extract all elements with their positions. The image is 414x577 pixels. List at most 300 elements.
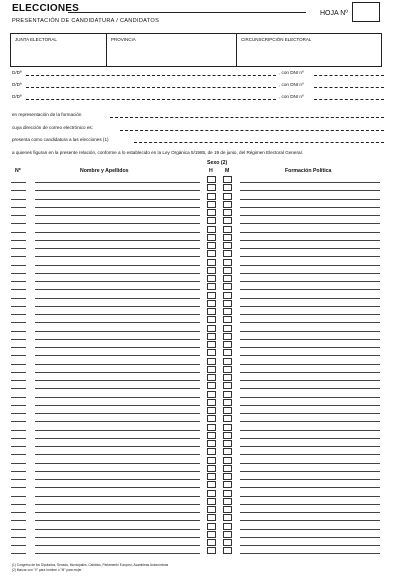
sex-h-checkbox[interactable] xyxy=(207,481,216,488)
candidate-row xyxy=(0,316,414,324)
row-party-field[interactable] xyxy=(240,281,380,282)
row-name-field[interactable] xyxy=(35,471,200,472)
sex-h-checkbox[interactable] xyxy=(207,250,216,257)
sex-m-checkbox[interactable] xyxy=(223,193,232,200)
sex-m-checkbox[interactable] xyxy=(223,490,232,497)
sex-h-checkbox[interactable] xyxy=(207,539,216,546)
sex-m-checkbox[interactable] xyxy=(223,325,232,332)
row-name-field[interactable] xyxy=(35,504,200,505)
row-number-field[interactable] xyxy=(11,479,26,480)
sex-h-checkbox[interactable] xyxy=(207,547,216,554)
row-party-field[interactable] xyxy=(240,372,380,373)
candidate-row xyxy=(0,374,414,382)
row-number-field[interactable] xyxy=(11,446,26,447)
row-name-field[interactable] xyxy=(35,256,200,257)
sex-m-checkbox[interactable] xyxy=(223,539,232,546)
row-number-field[interactable] xyxy=(11,339,26,340)
candidate-row xyxy=(0,399,414,407)
candidate-row xyxy=(0,201,414,209)
row-name-field[interactable] xyxy=(35,223,200,224)
row-number-field[interactable] xyxy=(11,454,26,455)
row-party-field[interactable] xyxy=(240,504,380,505)
sex-m-checkbox[interactable] xyxy=(223,415,232,422)
row-name-field[interactable] xyxy=(35,265,200,266)
signer-prefix-label: D/Dª xyxy=(12,94,22,99)
sex-m-checkbox[interactable] xyxy=(223,333,232,340)
row-number-field[interactable] xyxy=(11,306,26,307)
sex-h-checkbox[interactable] xyxy=(207,226,216,233)
sex-h-checkbox[interactable] xyxy=(207,341,216,348)
candidate-row xyxy=(0,448,414,456)
signer-dni-label: , con DNI nº xyxy=(279,82,304,87)
sex-m-checkbox[interactable] xyxy=(223,308,232,315)
sex-h-checkbox[interactable] xyxy=(207,201,216,208)
row-name-field[interactable] xyxy=(35,537,200,538)
row-name-field[interactable] xyxy=(35,512,200,513)
row-party-field[interactable] xyxy=(240,223,380,224)
row-number-field[interactable] xyxy=(11,463,26,464)
row-name-field[interactable] xyxy=(35,430,200,431)
row-number-field[interactable] xyxy=(11,380,26,381)
election-dashes xyxy=(134,142,384,143)
formation-line[interactable] xyxy=(12,112,384,120)
sex-m-checkbox[interactable] xyxy=(223,201,232,208)
row-name-field[interactable] xyxy=(35,306,200,307)
candidate-row xyxy=(0,547,414,555)
sex-h-checkbox[interactable] xyxy=(207,333,216,340)
row-party-field[interactable] xyxy=(240,314,380,315)
col-party-header: Formación Política xyxy=(285,168,332,174)
row-name-field[interactable] xyxy=(35,372,200,373)
sex-h-checkbox[interactable] xyxy=(207,506,216,513)
sex-m-checkbox[interactable] xyxy=(223,275,232,282)
sex-h-checkbox[interactable] xyxy=(207,267,216,274)
row-number-field[interactable] xyxy=(11,553,26,554)
candidate-row xyxy=(0,209,414,217)
row-number-field[interactable] xyxy=(11,314,26,315)
junta-electoral-field[interactable] xyxy=(11,34,107,66)
signer-prefix-label: D/Dª xyxy=(12,82,22,87)
sex-h-checkbox[interactable] xyxy=(207,407,216,414)
row-party-field[interactable] xyxy=(240,413,380,414)
row-number-field[interactable] xyxy=(11,347,26,348)
row-number-field[interactable] xyxy=(11,397,26,398)
row-number-field[interactable] xyxy=(11,430,26,431)
col-name-header: Nombre y Apellidos xyxy=(80,168,129,174)
candidate-row xyxy=(0,176,414,184)
row-name-field[interactable] xyxy=(35,339,200,340)
candidate-row xyxy=(0,382,414,390)
sex-m-checkbox[interactable] xyxy=(223,283,232,290)
row-party-field[interactable] xyxy=(240,215,380,216)
candidate-row xyxy=(0,242,414,250)
row-party-field[interactable] xyxy=(240,339,380,340)
row-number-field[interactable] xyxy=(11,207,26,208)
row-name-field[interactable] xyxy=(35,479,200,480)
sex-m-checkbox[interactable] xyxy=(223,374,232,381)
col-num-header: Nº xyxy=(15,168,21,174)
sex-h-checkbox[interactable] xyxy=(207,432,216,439)
row-party-field[interactable] xyxy=(240,454,380,455)
row-party-field[interactable] xyxy=(240,463,380,464)
row-party-field[interactable] xyxy=(240,347,380,348)
footnote-2: (2) Marcar con "X" para hombre o "M" para mujer xyxy=(12,568,82,572)
candidate-row xyxy=(0,473,414,481)
sex-m-checkbox[interactable] xyxy=(223,316,232,323)
row-number-field[interactable] xyxy=(11,512,26,513)
sex-m-checkbox[interactable] xyxy=(223,391,232,398)
sex-m-checkbox[interactable] xyxy=(223,547,232,554)
sex-h-checkbox[interactable] xyxy=(207,448,216,455)
sex-h-checkbox[interactable] xyxy=(207,217,216,224)
row-party-field[interactable] xyxy=(240,421,380,422)
sex-h-checkbox[interactable] xyxy=(207,234,216,241)
row-name-field[interactable] xyxy=(35,364,200,365)
row-party-field[interactable] xyxy=(240,405,380,406)
row-number-field[interactable] xyxy=(11,248,26,249)
row-number-field[interactable] xyxy=(11,405,26,406)
sex-h-checkbox[interactable] xyxy=(207,300,216,307)
sex-h-checkbox[interactable] xyxy=(207,184,216,191)
candidate-row xyxy=(0,366,414,374)
sex-m-checkbox[interactable] xyxy=(223,341,232,348)
row-party-field[interactable] xyxy=(240,240,380,241)
row-name-field[interactable] xyxy=(35,355,200,356)
sex-h-checkbox[interactable] xyxy=(207,209,216,216)
row-name-field[interactable] xyxy=(35,232,200,233)
sex-h-checkbox[interactable] xyxy=(207,176,216,183)
row-party-field[interactable] xyxy=(240,190,380,191)
sex-m-checkbox[interactable] xyxy=(223,514,232,521)
row-name-field[interactable] xyxy=(35,281,200,282)
formation-dashes xyxy=(110,117,384,118)
row-party-field[interactable] xyxy=(240,430,380,431)
row-party-field[interactable] xyxy=(240,207,380,208)
row-number-field[interactable] xyxy=(11,496,26,497)
row-number-field[interactable] xyxy=(11,265,26,266)
row-number-field[interactable] xyxy=(11,331,26,332)
sex-h-checkbox[interactable] xyxy=(207,391,216,398)
row-name-field[interactable] xyxy=(35,207,200,208)
row-name-field[interactable] xyxy=(35,438,200,439)
row-number-field[interactable] xyxy=(11,372,26,373)
row-name-field[interactable] xyxy=(35,289,200,290)
candidate-row xyxy=(0,283,414,291)
row-name-field[interactable] xyxy=(35,421,200,422)
row-name-field[interactable] xyxy=(35,405,200,406)
row-party-field[interactable] xyxy=(240,265,380,266)
sex-m-checkbox[interactable] xyxy=(223,465,232,472)
sex-m-checkbox[interactable] xyxy=(223,473,232,480)
sex-m-checkbox[interactable] xyxy=(223,349,232,356)
email-dashes xyxy=(120,130,384,131)
row-party-field[interactable] xyxy=(240,273,380,274)
sex-m-checkbox[interactable] xyxy=(223,292,232,299)
sex-m-checkbox[interactable] xyxy=(223,250,232,257)
sex-m-checkbox[interactable] xyxy=(223,176,232,183)
sex-m-checkbox[interactable] xyxy=(223,432,232,439)
row-number-field[interactable] xyxy=(11,438,26,439)
sex-m-checkbox[interactable] xyxy=(223,184,232,191)
row-name-field[interactable] xyxy=(35,240,200,241)
junta-electoral-label: JUNTA ELECTORAL xyxy=(15,37,57,42)
row-name-field[interactable] xyxy=(35,545,200,546)
sex-h-checkbox[interactable] xyxy=(207,415,216,422)
signer-dni-dashes xyxy=(314,87,384,88)
sex-h-checkbox[interactable] xyxy=(207,382,216,389)
sex-m-checkbox[interactable] xyxy=(223,366,232,373)
row-name-field[interactable] xyxy=(35,190,200,191)
sex-h-checkbox[interactable] xyxy=(207,283,216,290)
row-name-field[interactable] xyxy=(35,553,200,554)
sex-m-checkbox[interactable] xyxy=(223,267,232,274)
row-name-field[interactable] xyxy=(35,182,200,183)
row-party-field[interactable] xyxy=(240,306,380,307)
sex-m-checkbox[interactable] xyxy=(223,209,232,216)
row-party-field[interactable] xyxy=(240,355,380,356)
candidate-row xyxy=(0,193,414,201)
sex-h-checkbox[interactable] xyxy=(207,242,216,249)
sex-m-checkbox[interactable] xyxy=(223,358,232,365)
sex-h-checkbox[interactable] xyxy=(207,399,216,406)
candidate-row xyxy=(0,415,414,423)
sex-h-checkbox[interactable] xyxy=(207,325,216,332)
row-party-field[interactable] xyxy=(240,199,380,200)
sex-m-checkbox[interactable] xyxy=(223,407,232,414)
row-name-field[interactable] xyxy=(35,397,200,398)
row-number-field[interactable] xyxy=(11,190,26,191)
sex-h-checkbox[interactable] xyxy=(207,316,216,323)
row-party-field[interactable] xyxy=(240,322,380,323)
email-line[interactable] xyxy=(12,125,384,133)
row-name-field[interactable] xyxy=(35,446,200,447)
col-sexo-header: Sexo (2) xyxy=(207,160,228,166)
row-name-field[interactable] xyxy=(35,298,200,299)
provincia-label: PROVINCIA xyxy=(111,37,136,42)
top-info-box xyxy=(10,33,382,67)
row-party-field[interactable] xyxy=(240,496,380,497)
candidate-row xyxy=(0,514,414,522)
sex-m-checkbox[interactable] xyxy=(223,481,232,488)
sex-h-checkbox[interactable] xyxy=(207,531,216,538)
row-number-field[interactable] xyxy=(11,298,26,299)
row-name-field[interactable] xyxy=(35,215,200,216)
sex-m-checkbox[interactable] xyxy=(223,498,232,505)
row-party-field[interactable] xyxy=(240,529,380,530)
candidate-row xyxy=(0,349,414,357)
row-number-field[interactable] xyxy=(11,215,26,216)
candidate-row xyxy=(0,539,414,547)
row-number-field[interactable] xyxy=(11,355,26,356)
election-label: presenta como candidatura a las elecciones (1) xyxy=(12,137,109,142)
row-number-field[interactable] xyxy=(11,273,26,274)
sex-h-checkbox[interactable] xyxy=(207,259,216,266)
candidate-row xyxy=(0,341,414,349)
signer-name-dashes xyxy=(26,87,276,88)
row-party-field[interactable] xyxy=(240,364,380,365)
sex-m-checkbox[interactable] xyxy=(223,259,232,266)
row-number-field[interactable] xyxy=(11,256,26,257)
sex-m-checkbox[interactable] xyxy=(223,226,232,233)
sex-h-checkbox[interactable] xyxy=(207,473,216,480)
row-number-field[interactable] xyxy=(11,240,26,241)
sex-m-checkbox[interactable] xyxy=(223,234,232,241)
title-underline xyxy=(68,12,306,13)
sex-m-checkbox[interactable] xyxy=(223,424,232,431)
candidate-row xyxy=(0,333,414,341)
row-party-field[interactable] xyxy=(240,446,380,447)
row-name-field[interactable] xyxy=(35,454,200,455)
sex-h-checkbox[interactable] xyxy=(207,275,216,282)
candidate-row xyxy=(0,465,414,473)
sex-h-checkbox[interactable] xyxy=(207,490,216,497)
sex-h-checkbox[interactable] xyxy=(207,358,216,365)
sex-m-checkbox[interactable] xyxy=(223,448,232,455)
election-line[interactable] xyxy=(12,137,384,145)
row-name-field[interactable] xyxy=(35,388,200,389)
candidate-row xyxy=(0,325,414,333)
signer-prefix-label: D/Dª xyxy=(12,70,22,75)
signer-dni-label: , con DNI nº xyxy=(279,70,304,75)
row-number-field[interactable] xyxy=(11,413,26,414)
signer-name-dashes xyxy=(26,75,276,76)
sex-m-checkbox[interactable] xyxy=(223,399,232,406)
row-number-field[interactable] xyxy=(11,223,26,224)
row-number-field[interactable] xyxy=(11,537,26,538)
row-name-field[interactable] xyxy=(35,463,200,464)
row-party-field[interactable] xyxy=(240,537,380,538)
candidate-row xyxy=(0,407,414,415)
page-subtitle: PRESENTACIÓN DE CANDIDATURA / CANDIDATOS xyxy=(12,18,160,24)
row-party-field[interactable] xyxy=(240,512,380,513)
sex-h-checkbox[interactable] xyxy=(207,308,216,315)
sex-h-checkbox[interactable] xyxy=(207,465,216,472)
row-party-field[interactable] xyxy=(240,471,380,472)
candidate-row xyxy=(0,250,414,258)
row-number-field[interactable] xyxy=(11,199,26,200)
row-number-field[interactable] xyxy=(11,487,26,488)
sex-h-checkbox[interactable] xyxy=(207,424,216,431)
row-name-field[interactable] xyxy=(35,314,200,315)
sex-h-checkbox[interactable] xyxy=(207,292,216,299)
row-party-field[interactable] xyxy=(240,520,380,521)
row-number-field[interactable] xyxy=(11,182,26,183)
signer-line[interactable] xyxy=(12,82,384,90)
sex-h-checkbox[interactable] xyxy=(207,457,216,464)
row-number-field[interactable] xyxy=(11,281,26,282)
sex-m-checkbox[interactable] xyxy=(223,531,232,538)
footnote-1: (1) Congreso de los Diputados, Senado, Municipales, Cabildos, Parlamento Europeo, Asambleas Autonómicas xyxy=(12,563,169,567)
circunscripcion-field[interactable] xyxy=(237,34,383,66)
candidate-row xyxy=(0,440,414,448)
sex-m-checkbox[interactable] xyxy=(223,523,232,530)
signer-line[interactable] xyxy=(12,94,384,102)
row-name-field[interactable] xyxy=(35,248,200,249)
hoja-number-field[interactable] xyxy=(352,2,380,22)
sex-h-checkbox[interactable] xyxy=(207,523,216,530)
row-name-field[interactable] xyxy=(35,529,200,530)
candidate-row xyxy=(0,506,414,514)
row-number-field[interactable] xyxy=(11,504,26,505)
row-number-field[interactable] xyxy=(11,471,26,472)
hoja-label: HOJA Nº xyxy=(320,10,348,17)
row-party-field[interactable] xyxy=(240,545,380,546)
sex-h-checkbox[interactable] xyxy=(207,366,216,373)
row-party-field[interactable] xyxy=(240,331,380,332)
sex-h-checkbox[interactable] xyxy=(207,498,216,505)
candidate-row xyxy=(0,275,414,283)
signer-name-dashes xyxy=(26,99,276,100)
sex-h-checkbox[interactable] xyxy=(207,514,216,521)
row-party-field[interactable] xyxy=(240,438,380,439)
row-name-field[interactable] xyxy=(35,347,200,348)
signer-dni-dashes xyxy=(314,99,384,100)
signer-dni-label: , con DNI nº xyxy=(279,94,304,99)
row-party-field[interactable] xyxy=(240,380,380,381)
candidate-row xyxy=(0,184,414,192)
row-number-field[interactable] xyxy=(11,529,26,530)
row-name-field[interactable] xyxy=(35,380,200,381)
row-party-field[interactable] xyxy=(240,248,380,249)
row-number-field[interactable] xyxy=(11,421,26,422)
row-number-field[interactable] xyxy=(11,520,26,521)
candidate-row xyxy=(0,523,414,531)
signer-line[interactable] xyxy=(12,70,384,78)
row-party-field[interactable] xyxy=(240,553,380,554)
sex-m-checkbox[interactable] xyxy=(223,382,232,389)
row-name-field[interactable] xyxy=(35,331,200,332)
row-party-field[interactable] xyxy=(240,388,380,389)
row-number-field[interactable] xyxy=(11,545,26,546)
row-party-field[interactable] xyxy=(240,479,380,480)
sex-m-checkbox[interactable] xyxy=(223,440,232,447)
row-number-field[interactable] xyxy=(11,322,26,323)
sex-m-checkbox[interactable] xyxy=(223,242,232,249)
candidate-row xyxy=(0,267,414,275)
row-party-field[interactable] xyxy=(240,232,380,233)
row-number-field[interactable] xyxy=(11,232,26,233)
row-name-field[interactable] xyxy=(35,413,200,414)
row-number-field[interactable] xyxy=(11,388,26,389)
row-name-field[interactable] xyxy=(35,199,200,200)
row-number-field[interactable] xyxy=(11,289,26,290)
sex-h-checkbox[interactable] xyxy=(207,374,216,381)
row-number-field[interactable] xyxy=(11,364,26,365)
sex-h-checkbox[interactable] xyxy=(207,440,216,447)
row-party-field[interactable] xyxy=(240,487,380,488)
sex-m-checkbox[interactable] xyxy=(223,457,232,464)
row-name-field[interactable] xyxy=(35,487,200,488)
row-name-field[interactable] xyxy=(35,273,200,274)
row-party-field[interactable] xyxy=(240,298,380,299)
sex-h-checkbox[interactable] xyxy=(207,349,216,356)
row-party-field[interactable] xyxy=(240,397,380,398)
sex-m-checkbox[interactable] xyxy=(223,217,232,224)
candidate-row xyxy=(0,300,414,308)
row-party-field[interactable] xyxy=(240,256,380,257)
row-name-field[interactable] xyxy=(35,496,200,497)
row-party-field[interactable] xyxy=(240,289,380,290)
col-h-header: H xyxy=(209,168,213,174)
provincia-field[interactable] xyxy=(107,34,237,66)
sex-m-checkbox[interactable] xyxy=(223,300,232,307)
sex-h-checkbox[interactable] xyxy=(207,193,216,200)
sex-m-checkbox[interactable] xyxy=(223,506,232,513)
row-name-field[interactable] xyxy=(35,520,200,521)
candidate-row xyxy=(0,481,414,489)
row-party-field[interactable] xyxy=(240,182,380,183)
row-name-field[interactable] xyxy=(35,322,200,323)
